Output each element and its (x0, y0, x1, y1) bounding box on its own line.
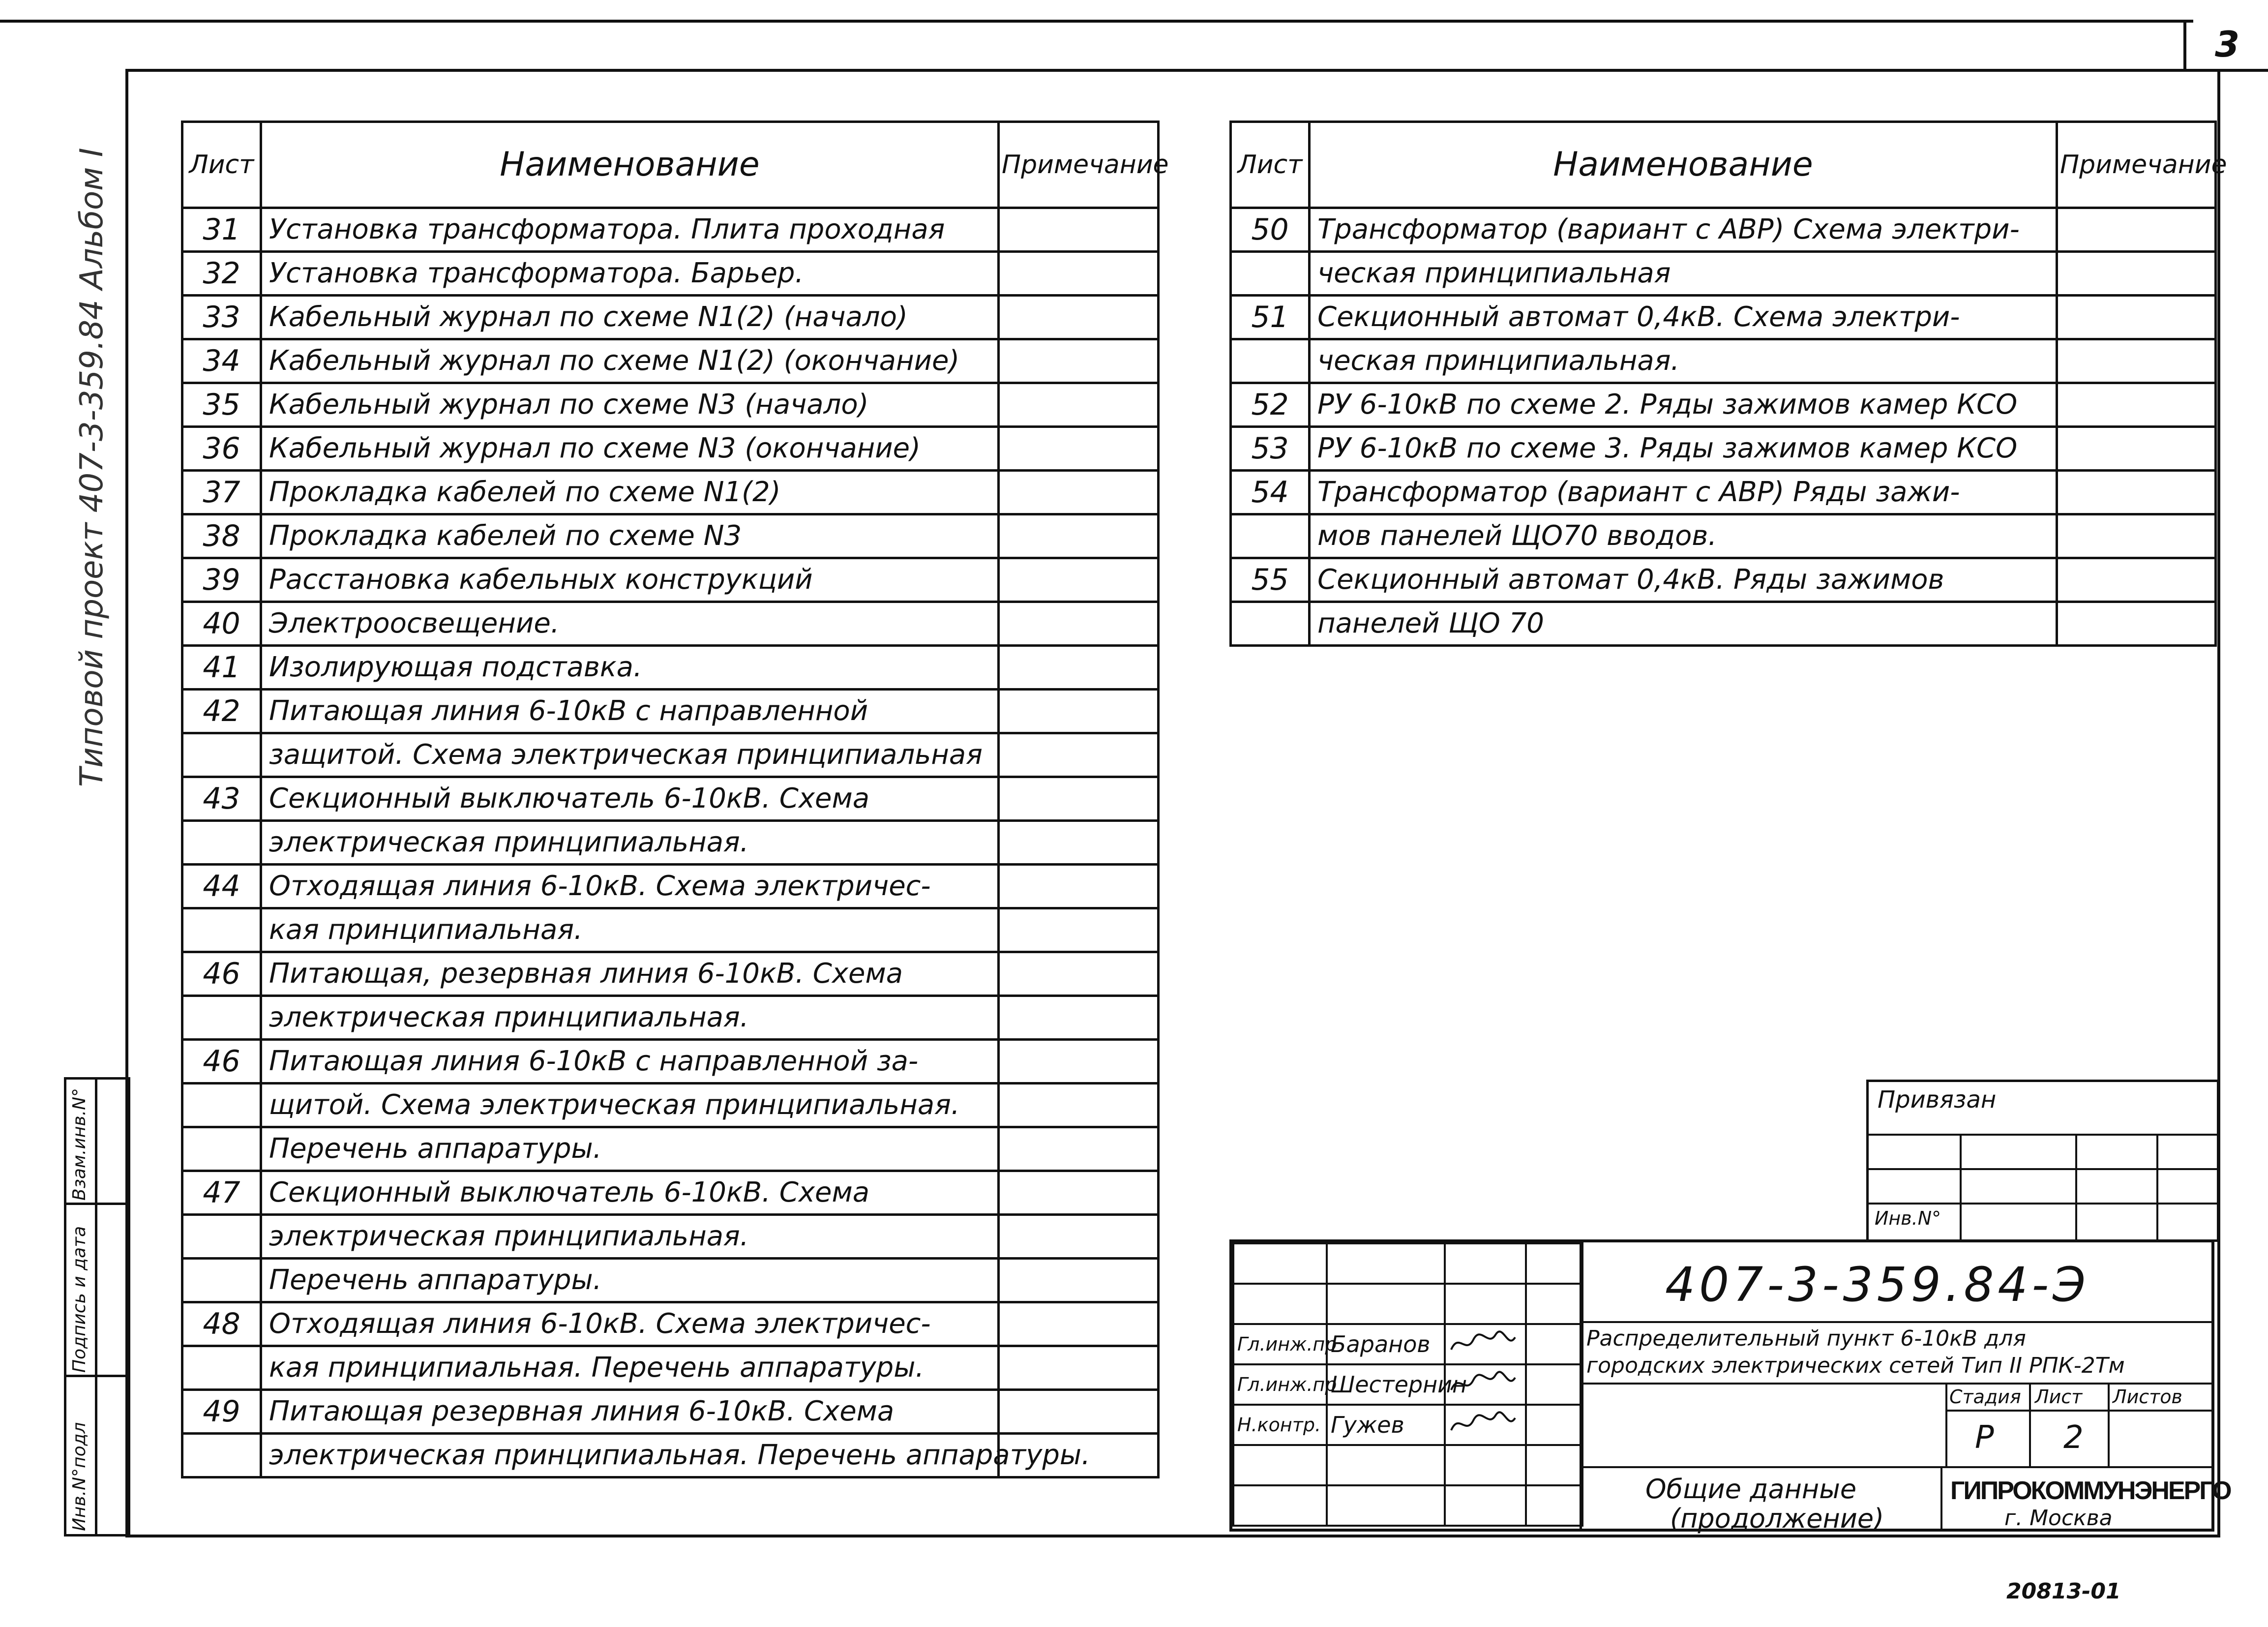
signature-row (1233, 1243, 1582, 1284)
header-sheet: Лист (1231, 122, 1310, 208)
signature-role (1233, 1284, 1327, 1324)
sheet-name-cell: Кабельный журнал по схеме N1(2) (начало) (261, 296, 999, 339)
table-row (1231, 427, 2216, 471)
left-contents-table (181, 121, 1169, 1478)
table-row (1231, 514, 2216, 558)
sheet-name-cell: Перечень аппаратуры. (261, 1259, 999, 1302)
sheet-number-cell (1231, 514, 1310, 558)
table-row (182, 558, 1159, 602)
note-cell (999, 208, 1159, 252)
sheet-label: Лист (2035, 1386, 2083, 1408)
sheet-number-cell (182, 908, 261, 952)
signature-row (1233, 1364, 1582, 1405)
handwritten-signature-icon (1449, 1408, 1518, 1438)
note-cell (999, 296, 1159, 339)
signature-role (1233, 1445, 1327, 1485)
note-cell (999, 1346, 1159, 1390)
table-row (182, 1302, 1159, 1346)
table-row (182, 908, 1159, 952)
note-cell (999, 733, 1159, 777)
sheet-name-cell: Кабельный журнал по схеме N3 (начало) (261, 383, 999, 427)
table-header-row (1231, 122, 2216, 208)
sheet-number-cell (1231, 252, 1310, 296)
signature-name (1327, 1485, 1445, 1526)
sheet-name-cell: кая принципиальная. Перечень аппаратуры. (261, 1346, 999, 1390)
signature-name (1327, 1445, 1445, 1485)
signature-role: Н.контр. (1233, 1405, 1327, 1445)
sheet-name-cell: Трансформатор (вариант с АВР) Ряды зажи- (1310, 471, 2057, 514)
sheet-number-cell (182, 1346, 261, 1390)
signature-role (1233, 1243, 1327, 1284)
sheet-name-cell: ческая принципиальная. (1310, 339, 2057, 383)
header-name: Наименование (261, 122, 999, 208)
table-row (182, 471, 1159, 514)
note-cell (999, 777, 1159, 821)
signature-name: Баранов (1327, 1324, 1445, 1364)
stage-label: Стадия (1949, 1386, 2021, 1408)
sheet-name-cell: Электроосвещение. (261, 602, 999, 646)
note-cell (2057, 208, 2216, 252)
note-cell (999, 1040, 1159, 1084)
header-note: Примечание (2057, 122, 2216, 208)
sheet-name-cell: щитой. Схема электрическая принципиальная. (261, 1084, 999, 1127)
note-cell (999, 252, 1159, 296)
sheet-number-cell: 37 (182, 471, 261, 514)
table-row (182, 777, 1159, 821)
table-row (1231, 208, 2216, 252)
note-cell (999, 996, 1159, 1040)
table-row (182, 339, 1159, 383)
note-cell (999, 908, 1159, 952)
signature-sign (1445, 1243, 1526, 1284)
sheet-name-cell: Кабельный журнал по схеме N1(2) (окончание) (261, 339, 999, 383)
sheet-number-cell: 32 (182, 252, 261, 296)
note-cell (999, 1259, 1159, 1302)
note-cell (2057, 471, 2216, 514)
sheet-number-cell (182, 1434, 261, 1477)
sheet-name-cell: Прокладка кабелей по схеме N3 (261, 514, 999, 558)
sheet-name-line2: (продолжение) (1670, 1503, 1884, 1534)
header-name: Наименование (1310, 122, 2057, 208)
note-cell (999, 1302, 1159, 1346)
sheet-name-cell: Установка трансформатора. Плита проходная (261, 208, 999, 252)
note-cell (2057, 602, 2216, 646)
sheet-number-cell (182, 1127, 261, 1171)
signature-sign (1445, 1485, 1526, 1526)
handwritten-signature-icon (1449, 1327, 1518, 1357)
signature-date (1526, 1485, 1582, 1526)
sheet-name-cell: защитой. Схема электрическая принципиальная (261, 733, 999, 777)
sheet-name-cell: Установка трансформатора. Барьер. (261, 252, 999, 296)
sheet-name-cell: электрическая принципиальная. (261, 821, 999, 865)
sheet-number-cell: 38 (182, 514, 261, 558)
signature-sign (1445, 1405, 1526, 1445)
note-cell (999, 865, 1159, 908)
note-cell (999, 602, 1159, 646)
sheet-name-cell: РУ 6-10кВ по схеме 3. Ряды зажимов камер КСО (1310, 427, 2057, 471)
sheet-number-cell (182, 733, 261, 777)
sheet-number-cell (182, 996, 261, 1040)
org-city: г. Москва (2004, 1506, 2113, 1531)
signature-role (1233, 1485, 1327, 1526)
stamp-vzam-inv: Взам.инв.N° (69, 1087, 90, 1201)
signature-row (1233, 1284, 1582, 1324)
note-cell (999, 427, 1159, 471)
sheet-number-cell: 44 (182, 865, 261, 908)
note-cell (2057, 558, 2216, 602)
sheet-name-cell: Питающая линия 6-10кВ с направленной за- (261, 1040, 999, 1084)
top-border-line (0, 20, 2193, 23)
sheet-name-cell: ческая принципиальная (1310, 252, 2057, 296)
table-row (182, 1084, 1159, 1127)
table-row (1231, 339, 2216, 383)
sheet-name-cell: Секционный выключатель 6-10кВ. Схема (261, 777, 999, 821)
note-cell (999, 690, 1159, 733)
binding-title: Привязан (1878, 1086, 1997, 1114)
sheet-number-cell: 50 (1231, 208, 1310, 252)
corner-number-box (2183, 20, 2268, 72)
sheet-name-cell: электрическая принципиальная. Перечень аппаратуры. (261, 1434, 999, 1477)
table-row (182, 1259, 1159, 1302)
table-row (1231, 296, 2216, 339)
sheet-name-cell: Питающая линия 6-10кВ с направленной (261, 690, 999, 733)
signature-date (1526, 1445, 1582, 1485)
sheet-name-cell: панелей ЩО 70 (1310, 602, 2057, 646)
table-row (1231, 252, 2216, 296)
sheet-name-cell: кая принципиальная. (261, 908, 999, 952)
sheet-number-cell: 47 (182, 1171, 261, 1215)
handwritten-signature-icon (1449, 1368, 1518, 1397)
sheets-label: Листов (2113, 1386, 2182, 1408)
sheet-number-cell: 41 (182, 646, 261, 690)
stamp-signature-date: Подпись и дата (69, 1226, 90, 1373)
table-row (182, 514, 1159, 558)
table-row (182, 1127, 1159, 1171)
sheet-number-cell (1231, 602, 1310, 646)
header-sheet: Лист (182, 122, 261, 208)
signature-sign (1445, 1324, 1526, 1364)
signature-date (1526, 1284, 1582, 1324)
sheet-number-cell: 48 (182, 1302, 261, 1346)
sheet-name-cell: мов панелей ЩО70 вводов. (1310, 514, 2057, 558)
sheet-name-cell: Секционный выключатель 6-10кВ. Схема (261, 1171, 999, 1215)
vertical-project-title: Типовой проект 407-3-359.84 Альбом I (74, 148, 110, 787)
sheet-number-cell (182, 821, 261, 865)
sheet-number-cell: 39 (182, 558, 261, 602)
table-header-row (182, 122, 1159, 208)
project-title-line1: Распределительный пункт 6-10кВ для (1586, 1326, 2026, 1351)
table-row (182, 296, 1159, 339)
sheet-number-cell: 54 (1231, 471, 1310, 514)
note-cell (999, 1084, 1159, 1127)
table-row (1231, 471, 2216, 514)
sheet-number-cell (182, 1215, 261, 1259)
table-row (1231, 602, 2216, 646)
sheet-number-cell: 42 (182, 690, 261, 733)
note-cell (999, 383, 1159, 427)
note-cell (999, 558, 1159, 602)
sheet-name-cell: Отходящая линия 6-10кВ. Схема электричес- (261, 865, 999, 908)
signature-role: Гл.инж.пр (1233, 1324, 1327, 1364)
note-cell (999, 471, 1159, 514)
table-row (182, 1171, 1159, 1215)
note-cell (999, 1127, 1159, 1171)
note-cell (999, 1390, 1159, 1434)
signature-sign (1445, 1364, 1526, 1405)
sheet-number-cell: 55 (1231, 558, 1310, 602)
table-row (1231, 383, 2216, 427)
signature-role: Гл.инж.пр (1233, 1364, 1327, 1405)
sheet-number-cell: 34 (182, 339, 261, 383)
note-cell (999, 1215, 1159, 1259)
title-block (1229, 1239, 2231, 1534)
doc-code: 407-3-359.84-Э (1665, 1257, 2090, 1312)
note-cell (999, 514, 1159, 558)
table-row (182, 733, 1159, 777)
sheet-name-cell: Прокладка кабелей по схеме N1(2) (261, 471, 999, 514)
sheet-name-line1: Общие данные (1645, 1474, 1857, 1505)
sheet-number-cell: 51 (1231, 296, 1310, 339)
sheet-number-cell: 33 (182, 296, 261, 339)
sheet-name-cell: электрическая принципиальная. (261, 996, 999, 1040)
note-cell (999, 646, 1159, 690)
signature-name: Гужев (1327, 1405, 1445, 1445)
signature-name (1327, 1243, 1445, 1284)
sheet-name-cell: Изолирующая подставка. (261, 646, 999, 690)
note-cell (2057, 383, 2216, 427)
stamp-inv-podl: Инв.N°подл (69, 1422, 90, 1531)
header-note: Примечание (999, 122, 1159, 208)
sheet-number-cell (182, 1259, 261, 1302)
sheet-name-cell: Кабельный журнал по схеме N3 (окончание) (261, 427, 999, 471)
table-row (1231, 558, 2216, 602)
sheet-number-cell: 43 (182, 777, 261, 821)
note-cell (999, 821, 1159, 865)
sheet-number-cell: 40 (182, 602, 261, 646)
sheet-corner-number: 3 (2214, 24, 2240, 65)
table-row (182, 821, 1159, 865)
sheet-number-cell: 35 (182, 383, 261, 427)
note-cell (999, 1171, 1159, 1215)
right-contents-table (1229, 121, 2227, 647)
table-row (182, 996, 1159, 1040)
sheet-number-cell (1231, 339, 1310, 383)
table-row (182, 383, 1159, 427)
binding-block (1866, 1080, 2219, 1242)
signature-date (1526, 1405, 1582, 1445)
sheet-name-cell: РУ 6-10кВ по схеме 2. Ряды зажимов камер КСО (1310, 383, 2057, 427)
table-row (182, 1040, 1159, 1084)
sheet-number-cell: 46 (182, 952, 261, 996)
note-cell (2057, 427, 2216, 471)
signature-date (1526, 1364, 1582, 1405)
table-row (182, 1434, 1159, 1477)
table-row (182, 1390, 1159, 1434)
table-row (182, 646, 1159, 690)
sheet-number-cell: 52 (1231, 383, 1310, 427)
table-row (182, 952, 1159, 996)
signature-row (1233, 1445, 1582, 1485)
signature-name (1327, 1284, 1445, 1324)
sheet-number-cell: 31 (182, 208, 261, 252)
table-row (182, 252, 1159, 296)
sheet-name-cell: Питающая резервная линия 6-10кВ. Схема (261, 1390, 999, 1434)
sheet-number-cell (182, 1084, 261, 1127)
table-row (182, 427, 1159, 471)
note-cell (2057, 514, 2216, 558)
left-margin-stamp (64, 1077, 130, 1537)
table-row (182, 690, 1159, 733)
stage-value: Р (1975, 1419, 1994, 1456)
sheet-name-cell: Перечень аппаратуры. (261, 1127, 999, 1171)
note-cell (2057, 252, 2216, 296)
signature-grid (1232, 1242, 1583, 1527)
table-row (182, 1346, 1159, 1390)
table-row (182, 602, 1159, 646)
sheet-number-cell: 46 (182, 1040, 261, 1084)
org-name: ГИПРОКОММУНЭНЕРГО (1950, 1476, 2231, 1505)
sheet-number-cell: 53 (1231, 427, 1310, 471)
table-row (182, 208, 1159, 252)
note-cell (999, 339, 1159, 383)
signature-sign (1445, 1445, 1526, 1485)
sheet-name-cell: Секционный автомат 0,4кВ. Ряды зажимов (1310, 558, 2057, 602)
note-cell (2057, 296, 2216, 339)
binding-inv-label: Инв.N° (1875, 1207, 1941, 1229)
sheet-name-cell: электрическая принципиальная. (261, 1215, 999, 1259)
signature-row (1233, 1405, 1582, 1445)
sheet-number-cell: 36 (182, 427, 261, 471)
signature-name: Шестернин (1327, 1364, 1445, 1405)
sheet-name-cell: Отходящая линия 6-10кВ. Схема электричес- (261, 1302, 999, 1346)
sheet-number-cell: 49 (182, 1390, 261, 1434)
sheet-value: 2 (2063, 1419, 2084, 1456)
project-title-line2: городских электрических сетей Тип II РПК-2Тм (1586, 1353, 2125, 1378)
signature-date (1526, 1243, 1582, 1284)
sheet-name-cell: Питающая, резервная линия 6-10кВ. Схема (261, 952, 999, 996)
sheet-name-cell: Трансформатор (вариант с АВР) Схема электри- (1310, 208, 2057, 252)
note-cell (999, 952, 1159, 996)
table-row (182, 1215, 1159, 1259)
signature-row (1233, 1324, 1582, 1364)
table-row (182, 865, 1159, 908)
signature-row (1233, 1485, 1582, 1526)
signature-sign (1445, 1284, 1526, 1324)
note-cell (2057, 339, 2216, 383)
sheet-name-cell: Секционный автомат 0,4кВ. Схема электри- (1310, 296, 2057, 339)
signature-date (1526, 1324, 1582, 1364)
footer-stamp-number: 20813-01 (2006, 1579, 2121, 1604)
sheet-name-cell: Расстановка кабельных конструкций (261, 558, 999, 602)
